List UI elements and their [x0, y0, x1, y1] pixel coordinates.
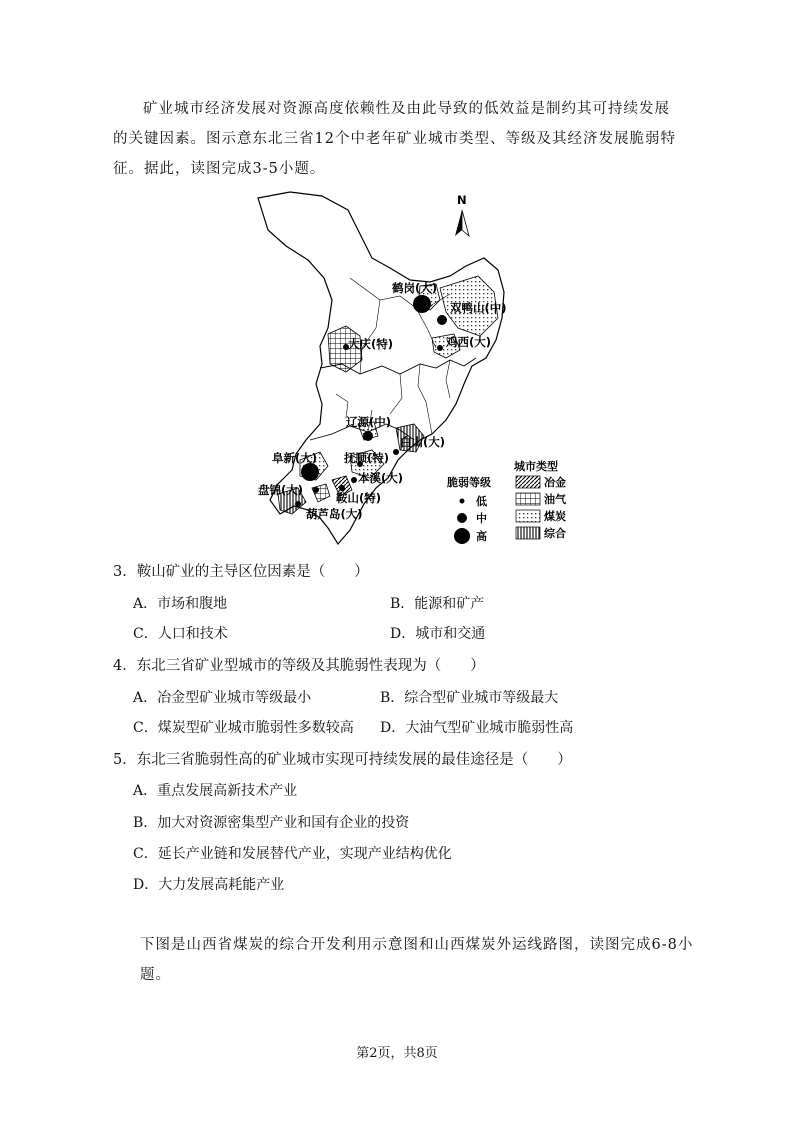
legend-swatch-comprehensive — [516, 527, 540, 539]
city-label-huludao: 葫芦岛(大) — [306, 507, 363, 521]
city-label-fushun: 抚顺(特) — [344, 451, 390, 465]
city-label-anshan: 鞍山(特) — [336, 491, 382, 505]
legend-type-title: 城市类型 — [514, 460, 558, 473]
map-svg — [250, 188, 595, 548]
question-5-option-c[interactable]: C．延长产业链和发展替代产业，实现产业结构优化 — [133, 846, 452, 862]
legend-type-coal: 煤炭 — [544, 510, 566, 523]
question-4-stem: 4．东北三省矿业型城市的等级及其脆弱性表现为（ ） — [113, 658, 485, 674]
legend-type-comprehensive: 综合 — [544, 527, 566, 540]
city-dot-liaoyuan — [363, 431, 373, 441]
legend-fragility-low: 低 — [476, 495, 487, 508]
city-label-fuxin: 阜新(大) — [272, 451, 318, 465]
question-3-option-d[interactable]: D．城市和交通 — [390, 626, 486, 642]
city-dot-fuxin — [301, 463, 319, 481]
intro-paragraph: 矿业城市经济发展对资源高度依赖性及由此导致的低效益是制约其可持续发展的关键因素。图示意东北三省12个中老年矿业城市类型、等级及其经济发展脆弱特征。据此，读图完成3-5小题。 — [113, 101, 676, 177]
city-dot-huludao — [295, 501, 301, 507]
city-label-daqing: 大庆(特) — [348, 337, 394, 351]
city-dot-jixi — [437, 345, 443, 351]
legend-fragility — [447, 475, 491, 544]
question-5-option-a[interactable]: A．重点发展高新技术产业 — [133, 783, 298, 799]
city-dot-shuangyashan — [437, 315, 447, 325]
question-3-option-a[interactable]: A．市场和腹地 — [133, 596, 228, 612]
question-4-option-b[interactable]: B．综合型矿业城市等级最大 — [380, 690, 559, 706]
question-3-option-b[interactable]: B．能源和矿产 — [390, 596, 485, 612]
question-5-option-b[interactable]: B．加大对资源密集型产业和国有企业的投资 — [133, 815, 410, 831]
city-label-shuangyashan: 双鸭山(中) — [450, 301, 507, 315]
city-label-panjin: 盘锦(大) — [258, 483, 304, 497]
north-arrow-icon — [455, 193, 469, 236]
north-label: N — [457, 193, 467, 207]
question-3-stem: 3．鞍山矿业的主导区位因素是（ ） — [113, 564, 369, 580]
legend-city-type — [514, 459, 567, 540]
question-5-stem: 5．东北三省脆弱性高的矿业城市实现可持续发展的最佳途径是（ ） — [113, 752, 572, 768]
legend-type-metallurgy: 冶金 — [544, 476, 566, 489]
city-label-jixi: 鸡西(大) — [446, 335, 492, 349]
question-3-option-c[interactable]: C．人口和技术 — [133, 626, 228, 642]
city-label-benxi: 本溪(大) — [358, 471, 404, 485]
legend-fragility-title: 脆弱等级 — [447, 476, 491, 489]
legend-fragility-high: 高 — [476, 530, 487, 543]
city-dot-panjin — [313, 487, 319, 493]
city-label-hegang: 鹤岗(大) — [392, 281, 438, 295]
legend-swatch-metallurgy — [516, 476, 540, 488]
legend-dot-low — [460, 499, 465, 504]
legend-dot-mid — [457, 513, 467, 523]
question-4-option-c[interactable]: C．煤炭型矿业城市脆弱性多数较高 — [133, 720, 354, 736]
city-dot-hegang — [413, 295, 431, 313]
city-dot-benxi — [351, 477, 357, 483]
legend-type-oil-gas: 油气 — [544, 493, 566, 506]
legend-swatch-oil-gas — [516, 493, 540, 505]
page-footer: 第2页，共8页 — [356, 1046, 438, 1061]
legend-fragility-mid: 中 — [476, 512, 487, 525]
city-label-liaoyuan: 辽源(中) — [346, 415, 392, 429]
next-section-intro: 下图是山西省煤炭的综合开发利用示意图和山西煤炭外运线路图，读图完成6-8小题。 — [140, 937, 694, 983]
legend-swatch-coal — [516, 510, 540, 522]
northeast-mining-map — [250, 188, 595, 548]
legend-dot-high — [454, 528, 470, 544]
question-4-option-d[interactable]: D．大油气型矿业城市脆弱性高 — [380, 720, 574, 736]
question-5-option-d[interactable]: D．大力发展高耗能产业 — [133, 877, 285, 893]
question-4-option-a[interactable]: A．冶金型矿业城市等级最小 — [133, 690, 312, 706]
city-label-baishan: 白山(大) — [400, 435, 446, 449]
city-dot-baishan — [393, 449, 399, 455]
